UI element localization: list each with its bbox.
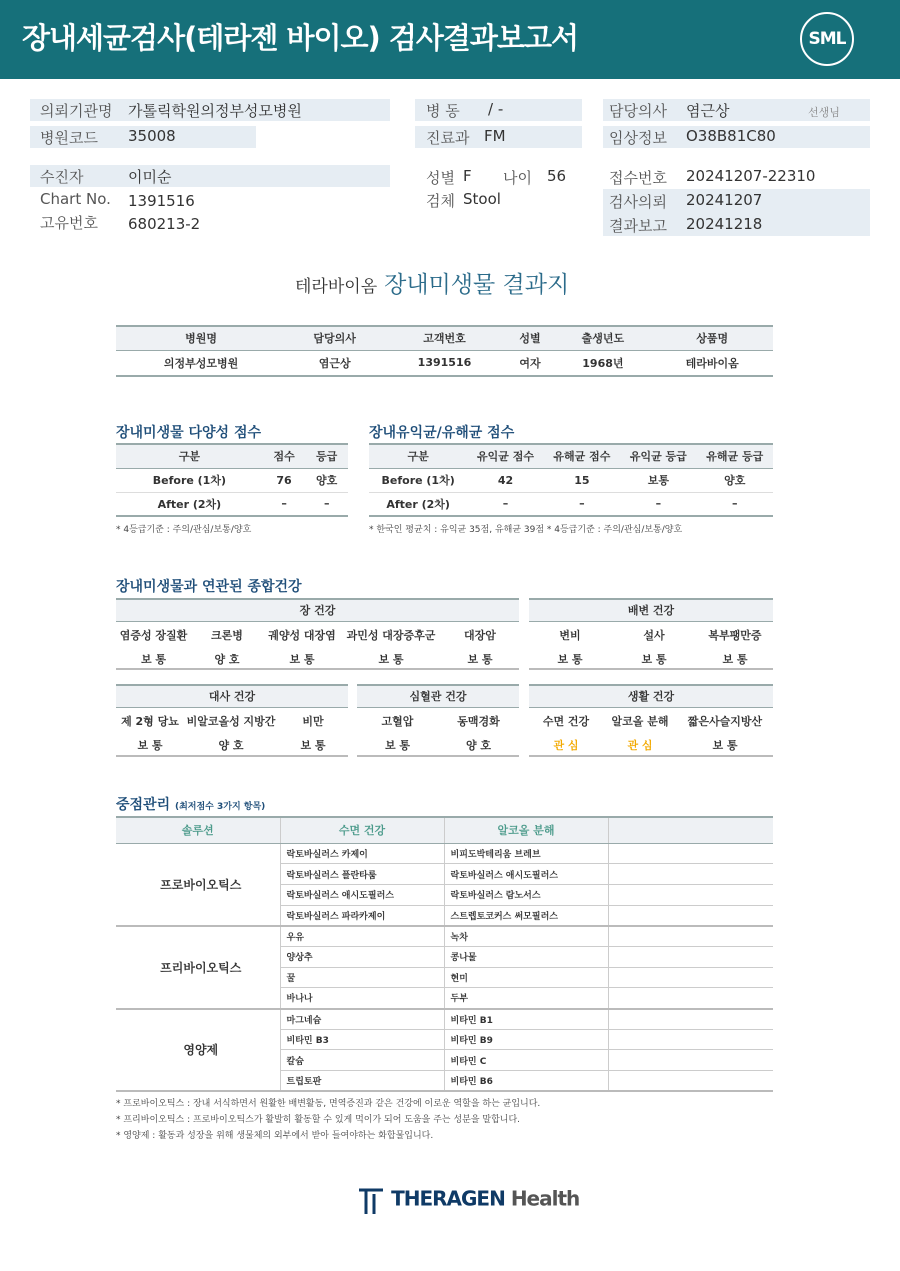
table-cell: – xyxy=(263,492,306,516)
health-grade: 보 통 xyxy=(467,653,493,666)
diversity-table xyxy=(116,443,348,517)
table-cell: Before (1차) xyxy=(369,468,467,492)
table-cell: 비피도박테리움 브레브 xyxy=(444,843,608,864)
table-row xyxy=(116,1009,773,1030)
table-cell: 양상추 xyxy=(280,946,444,967)
table-cell: 현미 xyxy=(444,967,608,988)
health-grade: 보 통 xyxy=(289,653,315,666)
gut-health-header: 장 건강 xyxy=(116,598,519,622)
health-grade: 보 통 xyxy=(712,739,738,752)
specimen-label: 검체 xyxy=(426,192,455,210)
table-header: 성별 xyxy=(506,326,555,350)
table-cell: 76 xyxy=(263,468,306,492)
table-cell: 콩나물 xyxy=(444,946,608,967)
specimen-value: Stool xyxy=(463,190,501,208)
divider xyxy=(529,755,773,757)
health-item: 과민성 대장증후군 xyxy=(346,629,436,642)
health-item: 고혈압 xyxy=(381,715,414,728)
report-header xyxy=(0,0,900,79)
health-item: 궤양성 대장염 xyxy=(268,629,336,642)
focus-note: * 영양제 : 활동과 성장을 위해 생물체의 외부에서 받아 들여야하는 화합물입니다. xyxy=(116,1131,434,1141)
focus-table xyxy=(116,816,773,1092)
table-cell: 42 xyxy=(467,468,543,492)
table-cell: 락토바실러스 플란타룸 xyxy=(280,864,444,885)
table-cell: – xyxy=(544,492,620,516)
table-cell: 여자 xyxy=(506,350,555,376)
health-title: 장내미생물과 연관된 종합건강 xyxy=(116,579,302,595)
table-cell xyxy=(608,843,773,864)
table-cell xyxy=(608,884,773,905)
age-value: 56 xyxy=(547,167,567,185)
footer-brand2: Health xyxy=(510,1186,580,1211)
cardio-health-header: 심혈관 건강 xyxy=(357,684,519,708)
table-cell: 비타민 C xyxy=(444,1050,608,1071)
request-value: 20241207 xyxy=(686,191,763,209)
table-header: 유해균 점수 xyxy=(544,444,620,468)
doctor-suffix: 선생님 xyxy=(808,106,840,119)
req-org-label: 의뢰기관명 xyxy=(40,102,113,120)
table-cell: 락토바실러스 애시도필러스 xyxy=(280,884,444,905)
table-header xyxy=(608,817,773,843)
doc-title-main: 장내미생물 결과지 xyxy=(384,272,570,298)
theragen-logo xyxy=(356,1186,579,1216)
health-item: 변비 xyxy=(559,629,581,642)
age-label: 나이 xyxy=(503,169,532,187)
table-cell: 트립토판 xyxy=(280,1071,444,1092)
divider xyxy=(116,755,348,757)
table-row xyxy=(369,468,773,492)
table-header: 담당의사 xyxy=(286,326,383,350)
table-cell: 1391516 xyxy=(383,350,505,376)
table-cell xyxy=(608,1050,773,1071)
table-cell: 꿀 xyxy=(280,967,444,988)
diversity-note: * 4등급기준 : 주의/관심/보통/양호 xyxy=(116,525,252,535)
ward-value: / - xyxy=(488,100,504,118)
table-header: 구분 xyxy=(369,444,467,468)
hosp-code-label: 병원코드 xyxy=(40,129,98,147)
solution-label: 프로바이오틱스 xyxy=(116,843,280,926)
table-cell: 락토바실러스 애시도필러스 xyxy=(444,864,608,885)
table-row xyxy=(116,492,348,516)
theragen-mark-icon xyxy=(356,1186,386,1216)
table-cell: 우유 xyxy=(280,926,444,947)
table-row xyxy=(116,843,773,864)
health-item: 염증성 장질환 xyxy=(119,629,188,642)
health-item: 제 2형 당뇨 xyxy=(121,715,179,728)
table-cell: 1968년 xyxy=(554,350,651,376)
table-cell: 테라바이옴 xyxy=(652,350,774,376)
report-value: 20241218 xyxy=(686,215,763,233)
divider xyxy=(116,668,519,670)
table-header: 상품명 xyxy=(652,326,774,350)
table-cell: 의정부성모병원 xyxy=(116,350,286,376)
focus-title xyxy=(116,794,265,814)
health-item: 비만 xyxy=(302,715,324,728)
ward-label: 병 동 xyxy=(426,102,460,120)
request-label: 검사의뢰 xyxy=(609,193,667,211)
table-cell xyxy=(608,864,773,885)
clinical-label: 임상정보 xyxy=(609,129,667,147)
health-item: 동맥경화 xyxy=(457,715,500,728)
doctor-label: 담당의사 xyxy=(609,102,667,120)
patient-value: 이미순 xyxy=(128,168,172,186)
doc-title-prefix: 테라바이옴 xyxy=(295,277,378,297)
table-cell: – xyxy=(467,492,543,516)
health-item: 비알코올성 지방간 xyxy=(186,715,276,728)
health-item: 알코올 분해 xyxy=(611,715,669,728)
table-row xyxy=(116,926,773,947)
divider xyxy=(529,668,773,670)
uid-label: 고유번호 xyxy=(40,214,98,232)
footer-brand: THERAGEN xyxy=(391,1186,505,1211)
health-grade: 보 통 xyxy=(641,653,667,666)
health-item: 복부팽만증 xyxy=(708,629,762,642)
table-cell xyxy=(608,988,773,1009)
table-row xyxy=(116,350,773,376)
table-cell xyxy=(608,967,773,988)
table-cell xyxy=(608,946,773,967)
clinical-value: O38B81C80 xyxy=(686,127,776,145)
table-header: 유익균 등급 xyxy=(620,444,696,468)
table-cell: 바나나 xyxy=(280,988,444,1009)
table-cell xyxy=(608,1009,773,1030)
receipt-label: 접수번호 xyxy=(609,169,667,187)
health-grade: 관 심 xyxy=(627,739,653,752)
table-cell: 락토바실러스 카제이 xyxy=(280,843,444,864)
health-grade: 보 통 xyxy=(557,653,583,666)
table-cell: 두부 xyxy=(444,988,608,1009)
table-cell: – xyxy=(697,492,773,516)
doc-title xyxy=(295,266,569,299)
dept-label: 진료과 xyxy=(426,129,470,147)
table-cell: 비타민 B9 xyxy=(444,1029,608,1050)
sex-label: 성별 xyxy=(426,169,455,187)
sex-value: F xyxy=(463,167,472,185)
health-grade: 보 통 xyxy=(300,739,326,752)
table-cell xyxy=(608,926,773,947)
table-header: 유해균 등급 xyxy=(697,444,773,468)
focus-subtitle: (최저점수 3가지 항목) xyxy=(174,802,266,812)
table-cell xyxy=(608,1029,773,1050)
table-header: 점수 xyxy=(263,444,306,468)
table-header: 병원명 xyxy=(116,326,286,350)
table-cell: 보통 xyxy=(620,468,696,492)
health-item: 크론병 xyxy=(211,629,243,642)
table-row xyxy=(369,492,773,516)
table-cell: 칼슘 xyxy=(280,1050,444,1071)
chart-label: Chart No. xyxy=(40,190,111,208)
focus-note: * 프리바이오틱스 : 프로바이오틱스가 활발히 활동할 수 있게 먹이가 되어 도움을 주는 성분을 말합니다. xyxy=(116,1115,521,1125)
health-item: 대장암 xyxy=(464,629,496,642)
table-cell: 녹차 xyxy=(444,926,608,947)
solution-label: 프리바이오틱스 xyxy=(116,926,280,1009)
health-grade: 보 통 xyxy=(378,653,404,666)
table-cell: – xyxy=(620,492,696,516)
table-cell: After (2차) xyxy=(116,492,263,516)
table-cell xyxy=(608,905,773,926)
focus-title-main: 중점관리 xyxy=(116,797,171,813)
health-grade: 양 호 xyxy=(214,653,240,666)
table-header: 등급 xyxy=(305,444,348,468)
table-cell: After (2차) xyxy=(369,492,467,516)
info-row-bg xyxy=(30,165,390,187)
table-header: 구분 xyxy=(116,444,263,468)
table-header: 수면 건강 xyxy=(280,817,444,843)
health-grade: 관 심 xyxy=(553,739,579,752)
health-grade: 보 통 xyxy=(140,653,167,666)
report-label: 결과보고 xyxy=(609,217,667,235)
solution-label: 영양제 xyxy=(116,1009,280,1092)
sml-logo: SML xyxy=(800,12,854,66)
health-item: 수면 건강 xyxy=(542,715,590,728)
beneficial-title: 장내유익균/유해균 점수 xyxy=(369,425,515,441)
table-header: 알코올 분해 xyxy=(444,817,608,843)
table-cell: – xyxy=(305,492,348,516)
beneficial-table xyxy=(369,443,773,517)
health-item: 설사 xyxy=(643,629,665,642)
health-grade: 보 통 xyxy=(384,739,411,752)
table-header: 유익균 점수 xyxy=(467,444,543,468)
table-cell: 락토바실러스 람노서스 xyxy=(444,884,608,905)
chart-value: 1391516 xyxy=(128,192,195,210)
health-item: 짧은사슬지방산 xyxy=(687,715,763,728)
table-cell: 15 xyxy=(544,468,620,492)
table-header: 솔루션 xyxy=(116,817,280,843)
focus-note: * 프로바이오틱스 : 장내 서식하면서 원활한 배변활동, 면역증진과 같은 건강에 이로운 역할을 하는 균입니다. xyxy=(116,1099,541,1109)
table-cell: 염근상 xyxy=(286,350,383,376)
table-header: 고객번호 xyxy=(383,326,505,350)
life-health-header: 생활 건강 xyxy=(529,684,773,708)
report-title: 장내세균검사(테라젠 바이오) 검사결과보고서 xyxy=(22,21,578,55)
health-grade: 양 호 xyxy=(218,739,244,752)
table-cell: 스트렙토코커스 써모필러스 xyxy=(444,905,608,926)
table-cell: 락토바실러스 파라카제이 xyxy=(280,905,444,926)
table-cell: 마그네슘 xyxy=(280,1009,444,1030)
req-org-value: 가톨릭학원의정부성모병원 xyxy=(128,102,302,120)
doctor-value: 염근상 xyxy=(686,102,730,120)
hosp-code-value: 35008 xyxy=(128,127,176,145)
patient-table xyxy=(116,325,773,377)
diversity-title: 장내미생물 다양성 점수 xyxy=(116,425,261,441)
table-header: 출생년도 xyxy=(554,326,651,350)
table-cell: 비타민 B3 xyxy=(280,1029,444,1050)
uid-value: 680213-2 xyxy=(128,215,201,233)
health-grade: 보 통 xyxy=(722,653,748,666)
receipt-value: 20241207-22310 xyxy=(686,167,816,185)
metabolic-health-header: 대사 건강 xyxy=(116,684,348,708)
table-cell: Before (1차) xyxy=(116,468,263,492)
table-cell: 비타민 B1 xyxy=(444,1009,608,1030)
health-grade: 보 통 xyxy=(137,739,163,752)
bowel-health-header: 배변 건강 xyxy=(529,598,773,622)
dept-value: FM xyxy=(484,127,506,145)
table-cell: 양호 xyxy=(697,468,773,492)
table-cell xyxy=(608,1071,773,1092)
table-row xyxy=(116,468,348,492)
table-cell: 양호 xyxy=(305,468,348,492)
patient-label: 수진자 xyxy=(40,168,84,186)
health-grade: 양 호 xyxy=(465,739,492,752)
table-cell: 비타민 B6 xyxy=(444,1071,608,1092)
divider xyxy=(357,755,519,757)
beneficial-note: * 한국인 평균치 : 유익균 35점, 유해균 39점 * 4등급기준 : 주의/관심/보통/양호 xyxy=(369,525,683,535)
